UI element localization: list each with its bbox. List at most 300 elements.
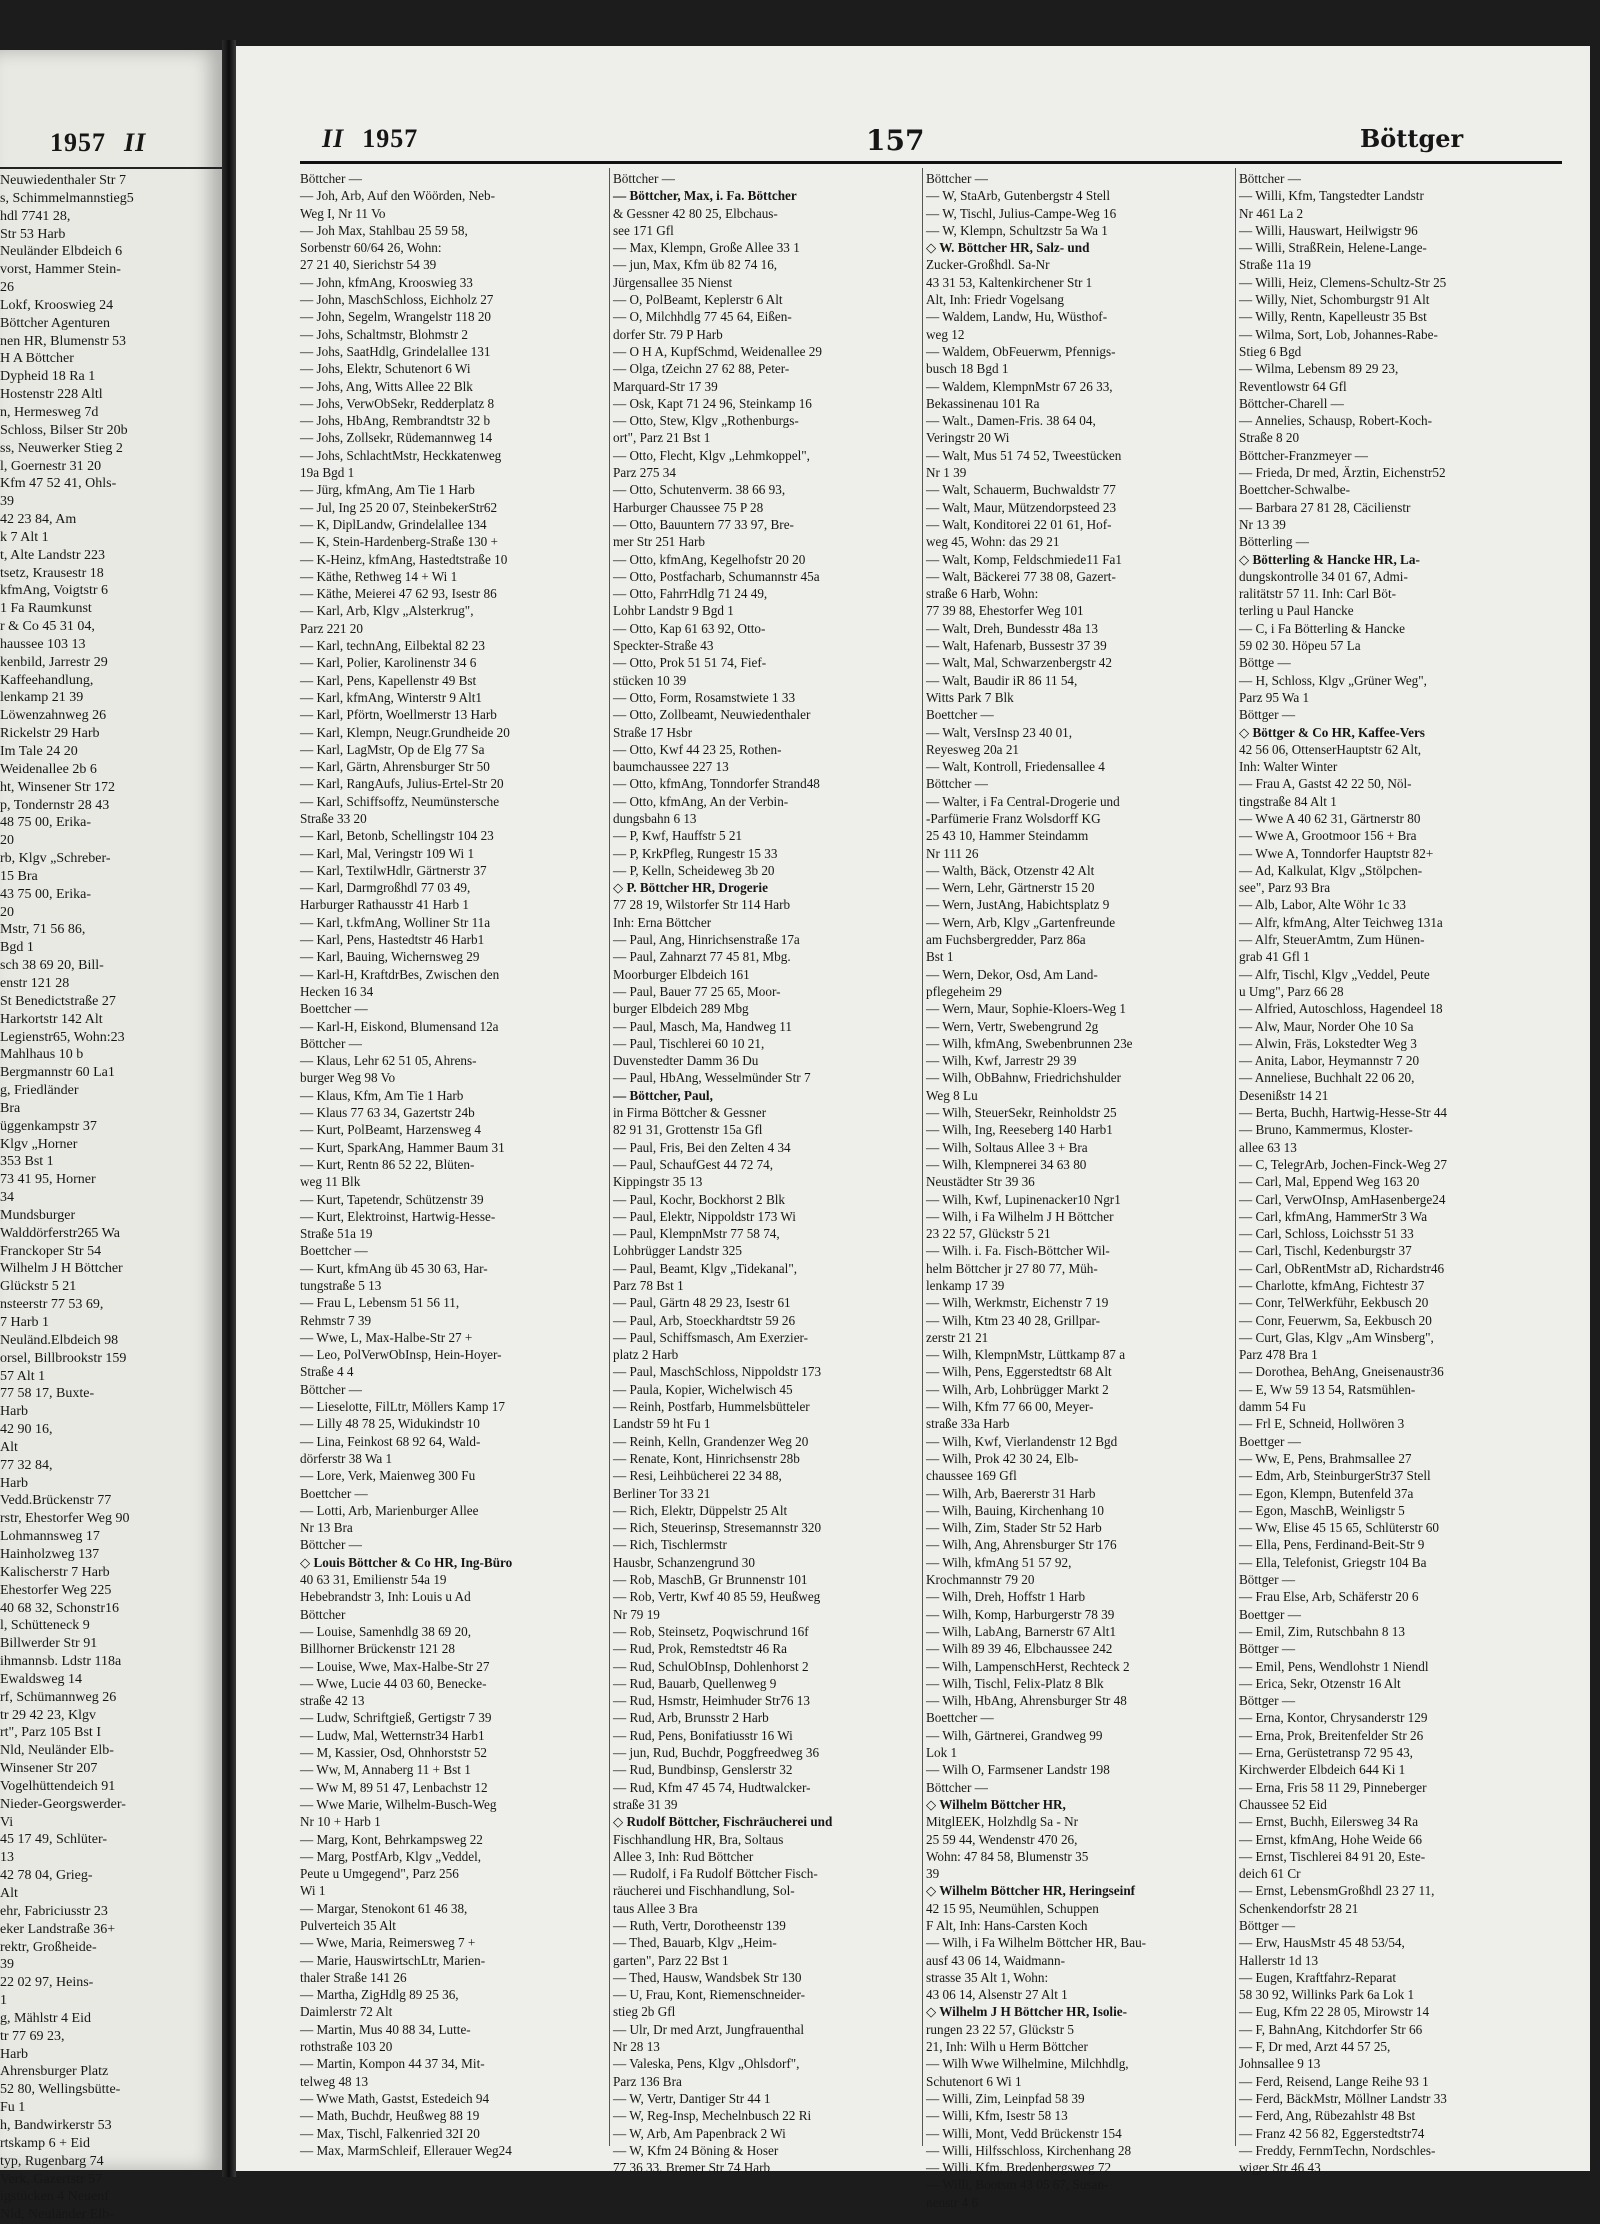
surname-heading: Böttger — (1239, 1641, 1296, 1657)
previous-page-line: rtskamp 6 + Eid (0, 2135, 90, 2151)
directory-entry-line: rothstraße 103 20 (300, 2039, 393, 2055)
directory-entry-line: — C, i Fa Bötterling & Hancke (1239, 620, 1405, 636)
firm-entry-line: — Böttcher, Paul, (613, 1087, 713, 1103)
previous-page-line: Lohmannsweg 17 (0, 1529, 100, 1545)
directory-entry-line: — Karl, TextilwHdlr, Gärtnerstr 37 (300, 862, 487, 878)
directory-entry-line: — Walt, Maur, Mützendorpsteed 23 (926, 499, 1117, 515)
directory-entry-line: — Johs, Schaltmstr, Blohmstr 2 (300, 326, 468, 342)
previous-page-line: 1 (0, 1993, 7, 2009)
directory-entry-line: — Rud, Hsmstr, Heimhuder Str76 13 (613, 1693, 810, 1709)
directory-entry-line: — Edm, Arb, SteinburgerStr37 Stell (1239, 1468, 1431, 1484)
previous-page-line: lenkamp 21 39 (0, 690, 84, 706)
firm-entry-line: ◇ Wilhelm Böttcher HR, Heringseinf (926, 1883, 1136, 1899)
previous-page-header-rule (0, 167, 222, 169)
directory-entry-line: — Barbara 27 81 28, Cäcilienstr (1239, 499, 1411, 515)
directory-entry-line: nenstr 4 6 (926, 2194, 979, 2210)
previous-page-volume: II (124, 128, 147, 157)
previous-page-line: Ehestorfer Weg 225 (0, 1582, 112, 1598)
directory-entry-line: — Egon, MaschB, Weinligstr 5 (1239, 1502, 1405, 1518)
page-volume: II (322, 124, 345, 153)
directory-entry-line: — Otto, Form, Rosamstwiete 1 33 (613, 689, 796, 705)
directory-entry-line: Wohn: 47 84 58, Blumenstr 35 (926, 1848, 1089, 1864)
directory-entry-line: — Paul, Bauer 77 25 65, Moor- (613, 983, 781, 999)
previous-page-line: Glückstr 5 21 (0, 1279, 77, 1295)
directory-entry-line: — Jul, Ing 25 20 07, SteinbekerStr62 (300, 499, 498, 515)
previous-page-line: g, Friedländer (0, 1083, 79, 1099)
directory-entry-line: — Ernst, Tischlerei 84 91 20, Este- (1239, 1848, 1426, 1864)
directory-entry-line: — Willi, Hauswart, Heilwigstr 96 (1239, 222, 1418, 238)
page-header-left (322, 124, 418, 154)
directory-entry-line: — Wwe A, Tonndorfer Hauptstr 82+ (1239, 845, 1434, 861)
directory-entry-line: — Walt, VersInsp 23 40 01, (926, 724, 1073, 740)
previous-page-line: ht, Winsener Str 172 (0, 779, 116, 795)
directory-entry-line: 25 59 44, Wendenstr 470 26, (926, 1831, 1078, 1847)
previous-page-line: rt", Parz 105 Bst I (0, 1725, 101, 1741)
directory-entry-line: — Ww, E, Pens, Brahmsallee 27 (1239, 1450, 1412, 1466)
directory-entry-line: — John, MaschSchloss, Eichholz 27 (300, 292, 494, 308)
directory-entry-line: ralitätstr 57 11. Inh: Carl Böt- (1239, 586, 1397, 602)
directory-entry-line: — Wern, Maur, Sophie-Kloers-Weg 1 (926, 1001, 1126, 1017)
directory-entry-line: deich 61 Cr (1239, 1866, 1301, 1882)
previous-page-line: tr 29 42 23, Klgv (0, 1707, 97, 1723)
surname-heading: Böttger — (1239, 707, 1296, 723)
previous-page-line: Bra (0, 1100, 21, 1116)
directory-entry-line: — Walt, Bäckerei 77 38 08, Gazert- (926, 568, 1116, 584)
page-year: 1957 (362, 124, 419, 153)
directory-entry-line: — W, Kfm 24 Böning & Hoser (613, 2142, 779, 2158)
previous-page-edge (0, 50, 222, 2223)
directory-entry-line: — Ad, Kalkulat, Klgv „Stölpchen- (1239, 862, 1423, 878)
directory-entry-line: — Paul, Arb, Stoeckhardtstr 59 26 (613, 1312, 796, 1328)
directory-entry-line: — Wilh, Klempnerei 34 63 80 (926, 1156, 1087, 1172)
directory-entry-line: — Berta, Buchh, Hartwig-Hesse-Str 44 (1239, 1105, 1448, 1121)
directory-entry-line: — Wilh, Kwf, Jarrestr 29 39 (926, 1053, 1077, 1069)
directory-entry-line: — Max, MarmSchleif, Ellerauer Weg24 (300, 2142, 512, 2158)
column-divider (1235, 168, 1236, 2146)
directory-entry-line: — Wilh, Arb, Lohbrügger Markt 2 (926, 1381, 1109, 1397)
surname-heading: Böttge — (1239, 655, 1291, 671)
previous-page-line: 1 Fa Raumkunst (0, 601, 92, 617)
directory-entry-line: — Karl, RangAufs, Julius-Ertel-Str 20 (300, 776, 504, 792)
directory-entry-line: — Wern, Lehr, Gärtnerstr 15 20 (926, 880, 1095, 896)
directory-entry-line: — O H A, KupfSchmd, Weidenallee 29 (613, 343, 822, 359)
running-head: Böttger (1360, 124, 1464, 153)
directory-entry-line: Alt, Inh: Friedr Vogelsang (926, 292, 1064, 308)
directory-entry-line: — Egon, Klempn, Butenfeld 37a (1239, 1485, 1414, 1501)
directory-entry-line: — Paul, SchaufGest 44 72 74, (613, 1156, 774, 1172)
directory-entry-line: Sorbenstr 60/64 26, Wohn: (300, 240, 442, 256)
directory-entry-line: dorfer Str. 79 P Harb (613, 326, 723, 342)
previous-page-line: 43 75 00, Erika- (0, 886, 91, 902)
directory-entry-line: baumchaussee 227 13 (613, 759, 729, 775)
previous-page-line: Vogelhüttendeich 91 (0, 1778, 116, 1794)
firm-entry-line: ◇ P. Böttcher HR, Drogerie (613, 880, 768, 896)
directory-entry-line: Bst 1 (926, 949, 954, 965)
directory-entry-line: — Lina, Feinkost 68 92 64, Wald- (300, 1433, 481, 1449)
directory-entry-line: — Wilh 89 39 46, Elbchaussee 242 (926, 1641, 1113, 1657)
directory-entry-line: — Carl, VerwOInsp, AmHasenberge24 (1239, 1191, 1446, 1207)
directory-entry-line: — Ernst, kfmAng, Hohe Weide 66 (1239, 1831, 1422, 1847)
directory-entry-line: dungskontrolle 34 01 67, Admi- (1239, 568, 1408, 584)
directory-entry-line: — K-Heinz, kfmAng, Hastedtstraße 10 (300, 551, 508, 567)
directory-entry-line: — Jürg, kfmAng, Am Tie 1 Harb (300, 482, 475, 498)
previous-page-line: hdl 7741 28, (0, 208, 71, 224)
directory-entry-line: — Reinh, Postfarb, Hummelsbütteler (613, 1399, 810, 1415)
directory-entry-line: Rehmstr 7 39 (300, 1312, 372, 1328)
directory-entry-line: Lohbrügger Landstr 325 (613, 1243, 742, 1259)
directory-entry-line: 59 02 30. Höpeu 57 La (1239, 638, 1361, 654)
directory-entry-line: Nr 79 19 (613, 1606, 660, 1622)
directory-entry-line: — Wilh, kfmAng 51 57 92, (926, 1554, 1072, 1570)
directory-entry-line: — Klaus, Lehr 62 51 05, Ahrens- (300, 1053, 477, 1069)
directory-entry-line: — Otto, Stew, Klgv „Rothenburgs- (613, 413, 799, 429)
directory-entry-line: — Wilh, Dreh, Hoffstr 1 Harb (926, 1589, 1086, 1605)
previous-page-line: Alt (0, 1439, 18, 1455)
directory-entry-line: stieg 2b Gfl (613, 2004, 676, 2020)
directory-entry-line: — Wilh, LampenschHerst, Rechteck 2 (926, 1658, 1130, 1674)
directory-entry-line: — jun, Max, Kfm üb 82 74 16, (613, 257, 778, 273)
directory-entry-line: — Carl, Tischl, Kedenburgstr 37 (1239, 1243, 1412, 1259)
directory-entry-line: Daimlerstr 72 Alt (300, 2004, 393, 2020)
directory-entry-line: Straße 17 Hsbr (613, 724, 693, 740)
directory-entry-line: — Wwe, L, Max-Halbe-Str 27 + (300, 1329, 473, 1345)
directory-entry-line: weg 12 (926, 326, 965, 342)
directory-entry-line: — Carl, Schloss, Loichsstr 51 33 (1239, 1226, 1414, 1242)
previous-page-line: l, Schütteneck 9 (0, 1618, 90, 1634)
surname-heading: Boettcher — (300, 1001, 368, 1017)
previous-page-line: Mahlhaus 10 b (0, 1047, 84, 1063)
directory-entry-line: Straße 33 20 (300, 810, 367, 826)
directory-entry-line: — Paul, Beamt, Klgv „Tidekanal", (613, 1260, 798, 1276)
previous-page-line: Vi (0, 1814, 14, 1830)
directory-entry-line: — Kurt, Rentn 86 52 22, Blüten- (300, 1156, 475, 1172)
directory-page (236, 46, 1590, 2210)
directory-entry-line: — Wilh, LabAng, Barnerstr 67 Alt1 (926, 1623, 1117, 1639)
directory-entry-line: Reyesweg 20a 21 (926, 741, 1020, 757)
directory-entry-line: — H, Schloss, Klgv „Grüner Weg", (1239, 672, 1427, 688)
directory-entry-line: — Frau A, Gastst 42 22 50, Nöl- (1239, 776, 1412, 792)
directory-entry-line: — Willi, Kfm, Bredenbergsweg 72 (926, 2160, 1112, 2176)
previous-page-line: r & Co 45 31 04, (0, 619, 95, 635)
previous-page-line: Rickelstr 29 Harb (0, 726, 100, 742)
directory-entry-line: 42 15 95, Neumühlen, Schuppen (926, 1900, 1099, 1916)
directory-entry-line: helm Böttcher jr 27 80 77, Müh- (926, 1260, 1098, 1276)
directory-entry-line: — Emil, Zim, Rutschbahn 8 13 (1239, 1623, 1405, 1639)
previous-page-line: typ, Rugenbarg 74 (0, 2153, 104, 2169)
directory-entry-line: — Wilh, KlempnMstr, Lüttkamp 87 a (926, 1347, 1126, 1363)
directory-entry-line: Bekassinenau 101 Ra (926, 395, 1040, 411)
directory-entry-line: — Rud, Bauarb, Quellenweg 9 (613, 1675, 777, 1691)
directory-entry-line: stücken 10 39 (613, 672, 687, 688)
previous-page-line: orsel, Billbrookstr 159 (0, 1350, 127, 1366)
directory-entry-line: — Kurt, Tapetendr, Schützenstr 39 (300, 1191, 484, 1207)
directory-entry-line: Chaussee 52 Eid (1239, 1796, 1327, 1812)
surname-heading: Böttcher — (300, 171, 362, 186)
directory-entry-line: — Klaus 77 63 34, Gazertstr 24b (300, 1105, 475, 1121)
directory-entry-line: — Wilh, Ang, Ahrensburger Str 176 (926, 1537, 1117, 1553)
firm-entry-line: ◇ W. Böttcher HR, Salz- und (926, 240, 1090, 256)
directory-entry-line: räucherei und Fischhandlung, Sol- (613, 1883, 795, 1899)
directory-entry-line: tingstraße 84 Alt 1 (1239, 793, 1337, 809)
directory-entry-line: — Paula, Kopier, Wichelwisch 45 (613, 1381, 793, 1397)
directory-entry-line: wiger Str 46 43 (1239, 2160, 1321, 2176)
directory-entry-line: see 171 Gfl (613, 222, 674, 238)
directory-entry-line: 40 63 31, Emilienstr 54a 19 (300, 1572, 447, 1588)
previous-page-line: Vedd.Brückenstr 77 (0, 1493, 112, 1509)
directory-entry-line: — Curt, Glas, Klgv „Am Winsberg", (1239, 1329, 1434, 1345)
directory-entry-line: Straße 51a 19 (300, 1226, 373, 1242)
previous-page-line: igstücken 4 Neuenf (0, 2189, 109, 2205)
directory-entry-line: Nr 10 + Harb 1 (300, 1814, 381, 1830)
directory-entry-line: — M, Kassier, Osd, Ohnhorststr 52 (300, 1745, 488, 1761)
directory-entry-line: — Reinh, Kelln, Grandenzer Weg 20 (613, 1433, 809, 1449)
previous-page-line: tsetz, Krausestr 18 (0, 565, 104, 581)
surname-heading: Böttcher — (300, 1381, 362, 1397)
directory-entry-line: 19a Bgd 1 (300, 465, 355, 481)
directory-entry-line: burger Weg 98 Vo (300, 1070, 396, 1086)
directory-entry-line: — P, Kelln, Scheideweg 3b 20 (613, 862, 775, 878)
directory-entry-line: Peute u Umgegend", Parz 256 (300, 1866, 459, 1882)
directory-entry-line: — Otto, kfmAng, An der Verbin- (613, 793, 789, 809)
directory-entry-line: — Käthe, Meierei 47 62 93, Isestr 86 (300, 586, 497, 602)
directory-entry-line: — Willi, Kfm, Isestr 58 13 (926, 2108, 1068, 2124)
previous-page-line: kfmAng, Voigtstr 6 (0, 583, 108, 599)
directory-entry-line: Hallerstr 1d 13 (1239, 1952, 1319, 1968)
previous-page-line: rb, Klgv „Schreber- (0, 851, 111, 867)
directory-entry-line: — Rich, Tischlermstr (613, 1537, 727, 1553)
previous-page-line: Harb (0, 1404, 28, 1420)
directory-entry-line: — Ww M, 89 51 47, Lenbachstr 12 (300, 1779, 488, 1795)
directory-entry-line: — Renate, Kont, Hinrichsenstr 28b (613, 1450, 800, 1466)
firm-entry-line: ◇ Böttger & Co HR, Kaffee-Vers (1239, 724, 1425, 740)
directory-entry-line: — Leo, PolVerwObInsp, Hein-Hoyer- (300, 1347, 502, 1363)
directory-entry-line: — Walt, Baudir iR 86 11 54, (926, 672, 1078, 688)
directory-entry-line: platz 2 Harb (613, 1347, 679, 1363)
directory-entry-line: — Joh, Arb, Auf den Wöörden, Neb- (300, 188, 495, 204)
directory-entry-line: — Willi, Bootsm 43 05 67, Susan- (926, 2177, 1109, 2193)
directory-entry-line: Nr 13 39 (1239, 516, 1286, 532)
previous-page-line: Ewaldsweg 14 (0, 1671, 83, 1687)
directory-entry-line: — Karl, Mal, Veringstr 109 Wi 1 (300, 845, 475, 861)
surname-heading: Böttcher — (926, 776, 988, 792)
directory-entry-line: — Rud, SchulObInsp, Dohlenhorst 2 (613, 1658, 809, 1674)
directory-entry-line: MitglEEK, Holzhdlg Sa - Nr (926, 1814, 1079, 1830)
directory-entry-line: Parz 478 Bra 1 (1239, 1347, 1318, 1363)
directory-entry-line: busch 18 Bgd 1 (926, 361, 1009, 377)
directory-entry-line: Moorburger Elbdeich 161 (613, 966, 750, 982)
firm-entry-line: ◇ Rudolf Böttcher, Fischräucherei und (613, 1814, 833, 1830)
directory-entry-line: — Wwe A 40 62 31, Gärtnerstr 80 (1239, 810, 1421, 826)
directory-entry-line: — W, StaArb, Gutenbergstr 4 Stell (926, 188, 1111, 204)
previous-page-line: 45 17 49, Schlüter- (0, 1832, 108, 1848)
previous-page-line: Löwenzahnweg 26 (0, 708, 107, 724)
directory-entry-line: — Wern, Dekor, Osd, Am Land- (926, 966, 1098, 982)
directory-entry-line: zerstr 21 21 (926, 1329, 989, 1345)
directory-entry-line: — Erna, Prok, Breitenfelder Str 26 (1239, 1727, 1424, 1743)
directory-entry-line: — Paul, Ang, Hinrichsenstraße 17a (613, 932, 800, 948)
directory-entry-line: — Conr, Feuerwm, Sa, Eekbusch 20 (1239, 1312, 1432, 1328)
directory-entry-line: — Karl, Bauing, Wichernsweg 29 (300, 949, 480, 965)
directory-entry-line: — Karl, t.kfmAng, Wolliner Str 11a (300, 914, 491, 930)
directory-entry-line: lenkamp 17 39 (926, 1278, 1005, 1293)
previous-page-line: 22 02 97, Heins- (0, 1975, 94, 1991)
directory-entry-line: — Wilh, Pens, Eggerstedtstr 68 Alt (926, 1364, 1112, 1380)
directory-entry-line: Kippingstr 35 13 (613, 1174, 703, 1190)
directory-entry-line: Pulverteich 35 Alt (300, 1917, 396, 1933)
firm-entry-line: ◇ Wilhelm J H Böttcher HR, Isolie- (926, 2004, 1127, 2020)
previous-page-line: Legienstr65, Wohn:23 (0, 1029, 125, 1045)
directory-entry-line: Desenißstr 14 21 (1239, 1087, 1329, 1103)
directory-entry-line: — Karl, Schiffsoffz, Neumünstersche (300, 793, 500, 809)
directory-entry-line: — Karl, LagMstr, Op de Elg 77 Sa (300, 741, 485, 757)
directory-entry-line: Landstr 59 ht Fu 1 (613, 1416, 711, 1432)
directory-entry-line: — E, Ww 59 13 54, Ratsmühlen- (1239, 1381, 1416, 1397)
directory-entry-line: Parz 95 Wa 1 (1239, 689, 1310, 705)
directory-entry-line: — Rud, Bundbinsp, Genslerstr 32 (613, 1762, 793, 1778)
previous-page-header (50, 128, 146, 158)
directory-entry-line: — Rud, Pens, Bonifatiusstr 16 Wi (613, 1727, 793, 1743)
directory-entry-line: — Ulr, Dr med Arzt, Jungfrauenthal (613, 2021, 805, 2037)
directory-entry-line: — Paul, Masch, Ma, Handweg 11 (613, 1018, 792, 1034)
directory-entry-line: in Firma Böttcher & Gessner (613, 1105, 767, 1121)
surname-heading: Bötterling — (1239, 534, 1309, 550)
previous-page-line: ehr, Fabriciusstr 23 (0, 1903, 108, 1919)
previous-page-line: 20 (0, 833, 14, 849)
directory-entry-line: ausf 43 06 14, Waidmann- (926, 1952, 1065, 1968)
directory-entry-line: — W, Reg-Insp, Mechelnbusch 22 Ri (613, 2108, 812, 2124)
directory-entry-line: — Lore, Verk, Maienweg 300 Fu (300, 1468, 476, 1484)
directory-entry-line: 39 (926, 1866, 940, 1882)
directory-entry-line: — Johs, Ang, Witts Allee 22 Blk (300, 378, 473, 394)
directory-entry-line: — Wilma, Sort, Lob, Johannes-Rabe- (1239, 326, 1438, 342)
directory-entry-line: — Johs, Elektr, Schutenort 6 Wi (300, 361, 471, 377)
directory-entry-line: — Frl E, Schneid, Hollwören 3 (1239, 1416, 1405, 1432)
directory-entry-line: — Ww, Elise 45 15 65, Schlüterstr 60 (1239, 1520, 1439, 1536)
directory-entry-line: Krochmannstr 79 20 (926, 1572, 1035, 1588)
previous-page-line: vorst, Hammer Stein- (0, 262, 121, 278)
directory-entry-line: Jürgensallee 35 Nienst (613, 274, 733, 290)
directory-entry-line: Zucker-Großhdl. Sa-Nr (926, 257, 1050, 273)
directory-entry-line: — Lilly 48 78 25, Widukindstr 10 (300, 1416, 480, 1432)
directory-entry-line: — Wwe Math, Gastst, Estedeich 94 (300, 2090, 490, 2106)
previous-page-line: sch 38 69 20, Bill- (0, 958, 104, 974)
directory-entry-line: straße 33a Harb (926, 1416, 1010, 1432)
directory-entry-line: — Walt, Konditorei 22 01 61, Hof- (926, 516, 1112, 532)
book-gutter (222, 40, 236, 2177)
directory-entry-line: — Ferd, BäckMstr, Möllner Landstr 33 (1239, 2090, 1447, 2106)
directory-column-3 (926, 170, 1232, 2210)
surname-heading: Böttcher — (300, 1035, 362, 1051)
directory-entry-line: 42 56 06, OttenserHauptstr 62 Alt, (1239, 741, 1422, 757)
directory-entry-line: — Wern, Vertr, Swebengrund 2g (926, 1018, 1099, 1034)
directory-entry-line: — Willy, Niet, Schomburgstr 91 Alt (1239, 292, 1430, 308)
directory-entry-line: — Willi, Hilfsschloss, Kirchenhang 28 (926, 2142, 1132, 2158)
directory-entry-line: allee 63 13 (1239, 1139, 1297, 1155)
directory-entry-line: — Annelies, Schausp, Robert-Koch- (1239, 413, 1433, 429)
directory-entry-line: — Otto, Bauuntern 77 33 97, Bre- (613, 516, 794, 532)
surname-heading: Boettcher — (300, 1485, 368, 1501)
directory-entry-line: — Wilh, ObBahnw, Friedrichshulder (926, 1070, 1122, 1086)
directory-entry-line: Weg 8 Lu (926, 1087, 978, 1103)
previous-page-line: Neuwiedenthaler Str 7 (0, 173, 126, 188)
directory-entry-line: — Karl-H, Eiskond, Blumensand 12a (300, 1018, 499, 1034)
directory-entry-line: 77 28 19, Wilstorfer Str 114 Harb (613, 897, 791, 913)
directory-entry-line: — Franz 42 56 82, Eggerstedtstr74 (1239, 2125, 1425, 2141)
directory-entry-line: F Alt, Inh: Hans-Carsten Koch (926, 1917, 1088, 1933)
directory-entry-line: — Karl, Klempn, Neugr.Grundheide 20 (300, 724, 510, 740)
directory-entry-line: — Alfr, kfmAng, Alter Teichweg 131a (1239, 914, 1443, 930)
directory-entry-line: — Dorothea, BehAng, Gneisenaustr36 (1239, 1364, 1444, 1380)
directory-entry-line: dörferstr 38 Wa 1 (300, 1450, 393, 1466)
directory-entry-line: 77 36 33, Bremer Str 74 Harb (613, 2160, 771, 2176)
previous-page-line: tr 77 69 23, (0, 2028, 65, 2044)
directory-entry-line: — Louise, Wwe, Max-Halbe-Str 27 (300, 1658, 490, 1674)
directory-entry-line: — Osk, Kapt 71 24 96, Steinkamp 16 (613, 395, 812, 411)
directory-entry-line: — Kurt, PolBeamt, Harzensweg 4 (300, 1122, 481, 1138)
previous-page-line: Bgd 1 (0, 940, 34, 956)
directory-entry-line: — K, DiplLandw, Grindelallee 134 (300, 516, 487, 532)
directory-entry-line: -Parfümerie Franz Wolsdorff KG (926, 810, 1101, 826)
directory-entry-line: — Wwe A, Grootmoor 156 + Bra (1239, 828, 1417, 844)
previous-page-line: rektr, Großheide- (0, 1939, 97, 1955)
previous-page-line: Str 53 Harb (0, 226, 66, 242)
directory-entry-line: — W, Arb, Am Papenbrack 2 Wi (613, 2125, 786, 2141)
previous-page-line: Hainholzweg 137 (0, 1546, 100, 1562)
directory-entry-line: Parz 136 Bra (613, 2073, 682, 2089)
previous-page-line: eker Landstraße 36+ (0, 1921, 116, 1937)
directory-entry-line: 21, Inh: Wilh u Herm Böttcher (926, 2039, 1088, 2055)
directory-entry-line: grab 41 Gfl 1 (1239, 949, 1310, 965)
directory-entry-line: Straße 11a 19 (1239, 257, 1312, 273)
directory-entry-line: — Wilh, HbAng, Ahrensburger Str 48 (926, 1693, 1127, 1709)
firm-entry-line: — Böttcher, Max, i. Fa. Böttcher (613, 188, 797, 204)
directory-entry-line: — Walt, Mal, Schwarzenbergstr 42 (926, 655, 1112, 671)
previous-page-line: nen HR, Blumenstr 53 (0, 333, 126, 349)
directory-entry-line: — Karl, Darmgroßhdl 77 03 49, (300, 880, 471, 896)
directory-entry-line: — Johs, HbAng, Rembrandtstr 32 b (300, 413, 491, 429)
directory-entry-line: — Walt, Dreh, Bundesstr 48a 13 (926, 620, 1098, 636)
directory-entry-line: Nr 13 Bra (300, 1520, 353, 1536)
previous-page-line: Bergmannstr 60 La1 (0, 1065, 115, 1081)
previous-page-line: H A Böttcher (0, 351, 74, 367)
firm-entry-line: ◇ Wilhelm Böttcher HR, (926, 1796, 1066, 1812)
directory-entry-line: Berliner Tor 33 21 (613, 1485, 711, 1501)
directory-entry-line: — Wilh Wwe Wilhelmine, Milchhdlg, (926, 2056, 1129, 2072)
directory-entry-line: — Karl-H, KraftdrBes, Zwischen den (300, 966, 500, 982)
directory-entry-line: Boettcher-Schwalbe- (1239, 482, 1351, 498)
surname-heading: Böttcher-Charell — (1239, 395, 1344, 411)
directory-entry-line: — Frieda, Dr med, Ärztin, Eichenstr52 (1239, 465, 1446, 481)
directory-entry-line: Parz 221 20 (300, 620, 363, 636)
directory-column-1 (300, 170, 606, 2158)
column-divider (922, 168, 923, 2146)
firm-entry-line: ◇ Bötterling & Hancke HR, La- (1239, 551, 1420, 567)
directory-entry-line: — W, Klempn, Schultzstr 5a Wa 1 (926, 222, 1108, 238)
surname-heading: Böttger — (1239, 1693, 1296, 1709)
directory-entry-line: — Ludw, Mal, Wetternstr34 Harb1 (300, 1727, 485, 1743)
directory-entry-line: — Paul, Gärtn 48 29 23, Isestr 61 (613, 1295, 791, 1311)
directory-entry-line: Wi 1 (300, 1883, 326, 1899)
directory-entry-line: — Lotti, Arb, Marienburger Allee (300, 1502, 479, 1518)
surname-heading: Böttcher — (300, 1537, 362, 1553)
previous-page-line: Klgv „Horner (0, 1136, 78, 1152)
previous-page-line: nsteerstr 77 53 69, (0, 1297, 104, 1313)
directory-entry-line: Nr 1 39 (926, 465, 967, 481)
directory-entry-line: — Marg, PostfArb, Klgv „Veddel, (300, 1848, 482, 1864)
previous-page-line: Verk, Gazertstr 57 (0, 2171, 103, 2187)
directory-entry-line: thaler Straße 141 26 (300, 1969, 407, 1985)
previous-page-year: 1957 (50, 128, 106, 157)
